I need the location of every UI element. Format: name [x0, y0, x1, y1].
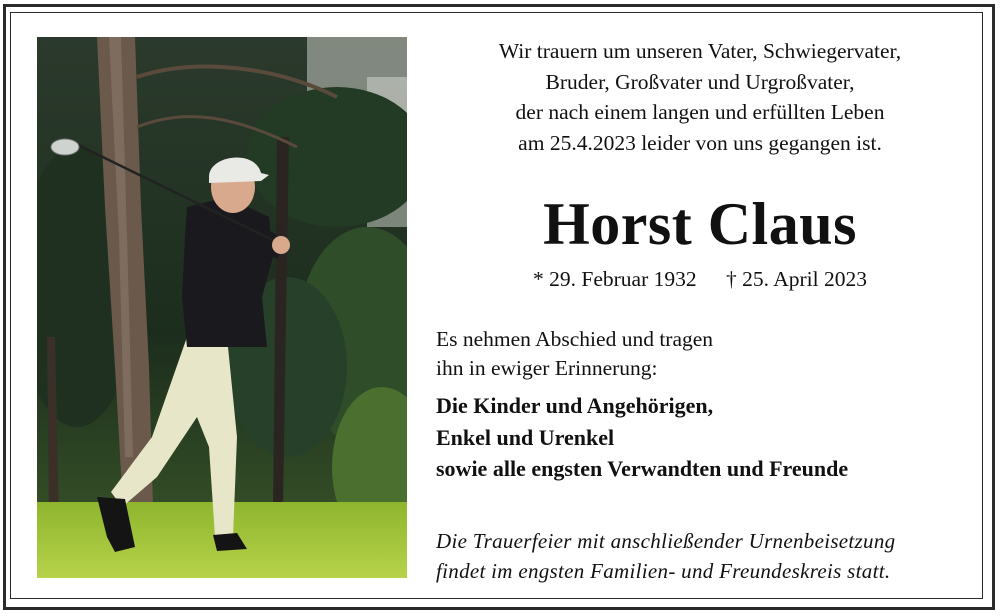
ceremony-note [436, 526, 895, 586]
farewell-line: Es nehmen Abschied und tragen [436, 327, 714, 351]
intro-line: der nach einem langen und erfüllten Leben [515, 100, 885, 124]
mourners-line: Enkel und Urenkel [436, 424, 615, 450]
mourners-line: Die Kinder und Angehörigen, [436, 393, 714, 418]
intro-text [430, 36, 970, 158]
intro-line: Bruder, Großvater und Urgroßvater, [545, 69, 855, 94]
farewell-line: ihn in ewiger Erinnerung: [436, 355, 658, 380]
portrait-photo [37, 37, 407, 578]
intro-line: am 25.4.2023 leider von uns gegangen ist. [518, 130, 882, 155]
death-date: † 25. April 2023 [726, 267, 867, 291]
ceremony-line: findet im engsten Familien- und Freundeskreis statt. [436, 559, 891, 583]
mourners-list [436, 390, 848, 485]
life-dates [430, 264, 970, 294]
intro-line: Wir trauern um unseren Vater, Schwiegervater, [498, 39, 902, 63]
deceased-name: Horst Claus [543, 191, 857, 257]
birth-date: * 29. Februar 1932 [533, 267, 697, 291]
mourners-line: sowie alle engsten Verwandten und Freunde [436, 456, 849, 481]
ceremony-line: Die Trauerfeier mit anschließender Urnenbeisetzung [436, 529, 896, 553]
farewell-text [436, 325, 713, 382]
